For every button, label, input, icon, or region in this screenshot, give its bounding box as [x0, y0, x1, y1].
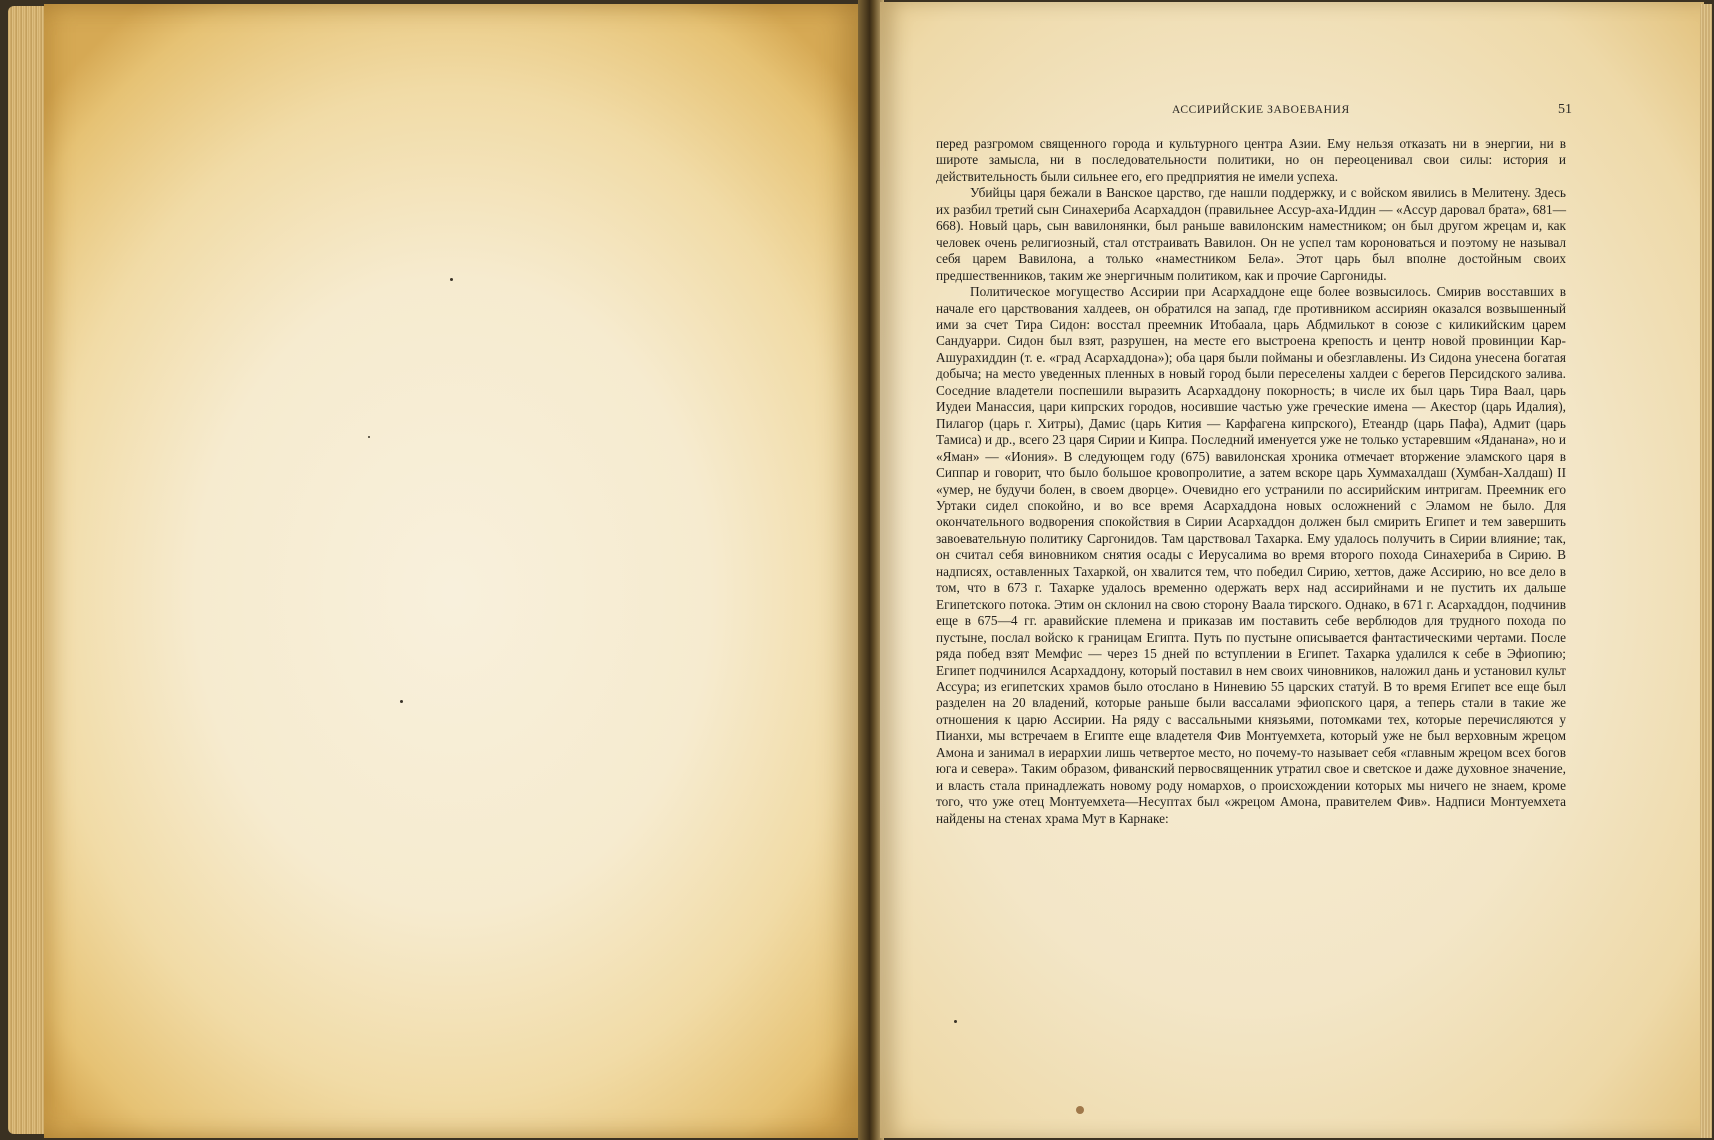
paragraph: Политическое могущество Ассирии при Асархаддоне еще более возвысилось. Смирив восставших в начале его царствования халдеев, он обратился на запад, где противником ассириян оказался возвышенный ими за счет Тира Сидон: восстал преемник Итобаала, царь Абдмилькот в союзе с киликийским царем Сандуарри. Сидон был взят, разрушен, на месте его выстроена крепость и центр новой провинции Кар-Ашурахиддин (т. е. «град Асархаддона»); оба царя были пойманы и обезглавлены. Из Сидона унесена богатая добыча; на место уведенных пленных в новый город были переселены халдеи с берегов Персидского залива. Соседние владетели поспешили выразить Асархаддону покорность; в числе их был царь Тира Ваал, царь Иудеи Манассия, цари кипрских городов, носившие частью уже греческие имена — Акестор (царь Идалия), Пилагор (царь г. Хитры), Дамис (царь Кития — Карфагена кипрского), Етеандр (царь Пафа), Адмит (царь Тамиса) и др., всего 23 царя Сирии и Кипра. Последний именуется уже не только устаревшим «Яданана», но и «Яман» — «Иония». В следующем году (675) вавилонская хроника отмечает вторжение эламского царя в Сиппар и говорит, что было большое кровопролитие, а затем вскоре царь Хуммахалдаш (Хумбан-Халдаш) II «умер, не будучи болен, в своем дворце». Очевидно его устранили по ассирийским интригам. Преемник его Уртаки сидел спокойно, и во все время Асархаддона новых осложнений с Эламом не было. Для окончательного водворения спокойствия в Сирии Асархаддон должен был смирить Египет и тем завершить завоевательную политику Саргонидов. Там царствовал Тахарка. Ему удалось получить в Сирии влияние; так, он считал себя виновником снятия осады с Иерусалима во время второго похода Синахериба в Сирию. В надписях, оставленных Тахаркой, он хвалится тем, что победил Сирию, хеттов, даже Ассирию, но все дело в том, что в 673 г. Тахарке удалось временно одержать верх над ассирийнами и не пустить их дальше Египетского потока. Этим он склонил на свою сторону Ваала тирского. Однако, в 671 г. Асархаддон, подчинив еще в 675—4 гг. аравийские племена и приказав им поставить себе верблюдов для трудного похода по пустыне, послал войско к границам Египта. Путь по пустыне описывается фантастическими чертами. После ряда побед взят Мемфис — через 15 дней по вступлении в Египет. Тахарка удалился к себе в Эфиопию; Египет подчинился Асархаддону, который поставил в нем своих чиновников, наложил дань и установил культ Ассура; из египетских храмов было отослано в Ниневию 55 царских статуй. В то время Египет все еще был разделен на 20 владений, которые раньше были вассалами эфиопского царя, а теперь стали в такие же отношения к царю Ассирии. На ряду с вассальными князьями, потомками тех, которые перечисляются у Пианхи, мы встречаем в Египте еще владетеля Фив Монтуемхета, который уже не был верховным жрецом Амона и занимал в иерархии лишь четвертое место, но почему-то называет себя «главным жрецом всех богов юга и севера». Таким образом, фиванский первосвященник утратил свое и светское и даже духовное значение, и власть стала принадлежать новому роду номархов, о происхождении которых мы ничего не знаем, кроме того, что уже отец Монтуемхета—Несуптах был «жрецом Амона, правителем Фив». Надписи Монтуемхета найдены на стенах храма Мут в Карнаке:	[936, 284, 1566, 826]
paragraph: перед разгромом священного города и культурного центра Азии. Ему нельзя отказать ни в энергии, ни в широте замысла, ни в последовательности политики, но он переоценивал свои силы: история и действительность были сильнее его, его предприятия не имели успеха.	[936, 136, 1566, 184]
ink-speck	[954, 1020, 957, 1023]
running-header: АССИРИЙСКИЕ ЗАВОЕВАНИЯ	[1172, 104, 1350, 116]
ink-speck	[400, 700, 403, 703]
ink-speck	[450, 278, 453, 281]
page-number: 51	[1558, 102, 1572, 117]
right-page-edges	[1700, 4, 1712, 1138]
left-page-blank	[44, 4, 862, 1138]
ink-speck	[368, 436, 370, 438]
paragraph: Убийцы царя бежали в Ванское царство, где нашли поддержку, и с войском явились в Мелитену. Здесь их разбил третий сын Синахериба Асархаддон (правильнее Ассур-аха-Иддин — «Ассур даровал брата», 681—668). Новый царь, сын вавилонянки, был раньше вавилонским наместником; он был другом жрецам и, как человек очень религиозный, стал отстраивать Вавилон. Он не успел там короноваться и поэтому не называл себя царем Вавилона, а только «наместником Бела». Этот царь был вполне достойным своих предшественников, таким же энергичным политиком, как и прочие Саргониды.	[936, 185, 1566, 283]
stain-blot	[1076, 1106, 1084, 1114]
body-text	[936, 136, 1566, 827]
